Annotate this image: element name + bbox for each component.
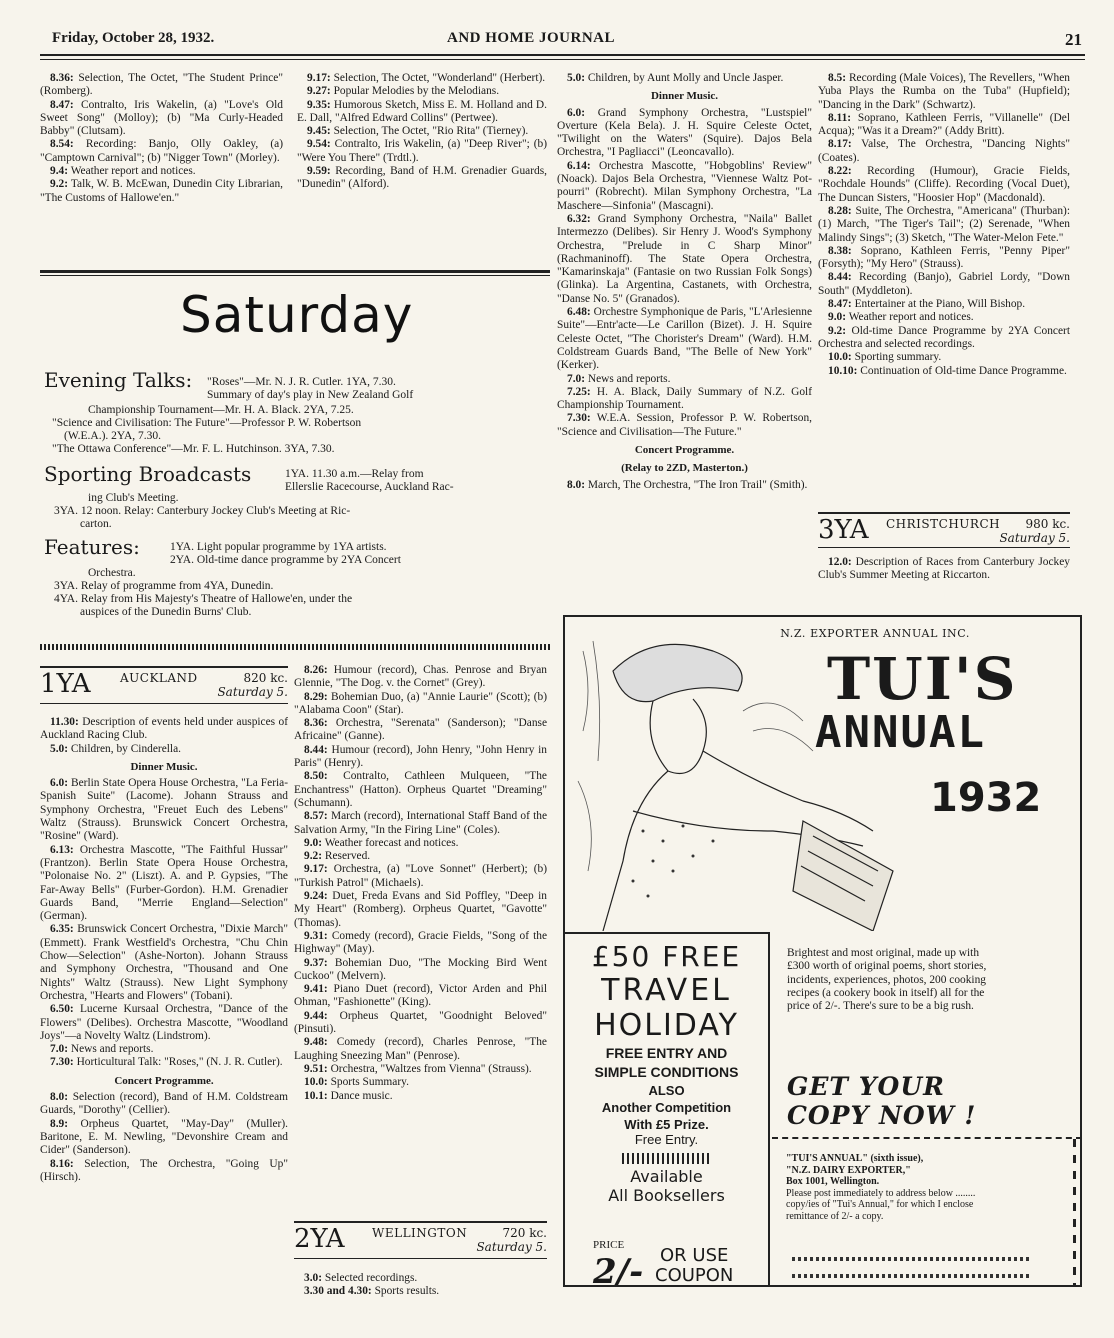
decorative-bars [622,1153,712,1164]
program-entry [294,717,547,744]
program-description: Humour (record), John Henry, "John Henry in Paris" (Henry). [294,743,547,770]
program-entry [297,125,547,138]
program-entry [557,72,812,85]
program-entry [557,213,812,306]
header-title: AND HOME JOURNAL [447,30,615,46]
program-time: 9.2: [304,850,323,863]
evening-talk-2: Summary of day's play in New Zealand Golf [207,389,414,401]
evening-talk-3: Championship Tournament—Mr. H. A. Black. 2YA, 7.25. [88,404,354,416]
offer-another: Another Competition [601,1100,732,1115]
program-time: 8.0: [567,478,586,491]
program-description: Orpheus Quartet, "May-Day" (Muller). Baritone, E. M. Newling, "Devonshire Cream and Cider" (Sanderson). [40,1117,288,1157]
program-description: Lucerne Kursaal Orchestra, "Dance of the Flowers" (Delibes). Orchestra Mascotte, "Woodland Joys"—a Novelty Waltz (Lindstrom). [40,1003,288,1042]
program-description: Piano Duet (record), Victor Arden and Phil Ohman, "Fashionette" (King). [294,983,547,1009]
station-call-sign: 2YA [294,1224,345,1254]
program-time: 9.2: [828,324,847,337]
program-description: H. A. Black, Daily Summary of N.Z. Golf Championship Tournament. [557,385,812,412]
program-time: 7.30: [50,1056,74,1069]
program-time: 9.51: [304,1062,328,1075]
program-time: 8.47: [828,298,852,311]
order-coupon[interactable] [772,1137,1082,1287]
program-description: News and reports. [68,1043,154,1056]
program-description: Recording, Band of H.M. Grenadier Guards, "Dunedin" (Alford). [297,165,547,191]
column-2-2ya [294,1272,547,1302]
program-description: Description of Races from Canterbury Jockey Club's Summer Meeting at Riccarton. [818,556,1070,582]
program-entry [40,777,288,843]
cta-line-2: COPY NOW ! [787,1101,977,1130]
program-entry [40,1043,288,1056]
program-entry [297,138,547,165]
program-entry [557,412,812,439]
program-time: 8.47: [50,98,74,111]
program-time: 11.30: [50,716,79,728]
feature-3: Orchestra. [88,567,136,579]
station-1ya-header [40,666,288,704]
station-call-sign: 3YA [818,515,869,545]
offer-conditions: SIMPLE CONDITIONS [594,1064,739,1080]
program-time: 10.1: [304,1089,328,1102]
program-entry [40,1003,288,1043]
program-description: March, The Orchestra, "The Iron Trail" (Smith). [585,478,808,491]
program-entry [40,165,283,178]
program-entry [294,957,547,984]
station-frequency: 980 kc. [1025,517,1070,531]
section-subheading: Dinner Music. [130,760,198,773]
program-description: Brunswick Concert Orchestra, "Dixie March" (Emmett). Frank Westfield's Orchestra, "Chu Chin Chow—Selection" (Ashe-Norton). Johann Strauss and Symphony Orchestra, "Thousand and One Nights" Waltz (Strauss). New Light Symphony Orchestra, "Hearts and Flowers" (Tobani). [40,923,288,1002]
program-entry [40,72,283,99]
program-time: 7.30: [567,412,591,425]
offer-available: Available [630,1167,703,1186]
program-description: Soprano, Kathleen Ferris, "Penny Piper" (Forsyth); "My Hero" (Strauss). [818,244,1070,271]
program-description: Entertainer at the Piano, Will Bishop. [851,298,1026,311]
section-subheading: Concert Programme. [634,444,735,457]
program-entry [40,178,283,205]
evening-talk-5: (W.E.A.). 2YA, 7.30. [64,430,161,442]
program-entry [294,983,547,1010]
evening-talk-1: "Roses"—Mr. N. J. R. Cutler. 1YA, 7.30. [207,376,396,388]
program-time: 5.0: [567,72,586,84]
program-entry [557,160,812,213]
program-description: Talk, W. B. McEwan, Dunedin City Librarian, "The Customs of Hallowe'en." [40,178,283,204]
program-time: 9.45: [307,125,331,138]
program-entry [294,1063,547,1076]
program-time: 8.26: [304,664,328,676]
saturday-rule-top-thin [40,275,550,276]
program-time: 8.11: [828,111,852,124]
program-time: 9.37: [304,956,328,969]
station-frequency: 720 kc. [502,1226,547,1240]
program-time: 10.10: [828,364,858,377]
program-description: Selection, The Octet, "Wonderland" (Herbert). [330,72,546,84]
program-time: 9.0: [828,311,847,324]
program-entry [297,85,547,98]
station-city: WELLINGTON [372,1226,468,1240]
program-entry [40,99,283,139]
sporting-2: Ellerslie Racecourse, Auckland Rac- [285,481,454,493]
program-description: Continuation of Old-time Dance Programme. [857,364,1067,377]
section-subheading: Dinner Music. [650,90,719,103]
program-entry [40,1118,288,1158]
program-entry [818,351,1070,364]
program-time: 8.36: [50,72,74,84]
program-time: 8.16: [50,1157,74,1170]
station-day: Saturday 5. [999,531,1070,545]
dotted-separator [40,644,550,650]
offer-line-3: HOLIDAY [594,1008,739,1043]
program-time: 6.0: [567,106,586,119]
day-heading: Saturday [180,286,414,344]
program-description: Bohemian Duo, "The Mocking Bird Went Cuckoo" (Melvern). [294,956,547,982]
program-time: 9.4: [50,165,69,178]
program-description: Contralto, Iris Wakelin, (a) "Deep River"; (b) "Were You There" (Trdtl.). [297,138,547,164]
program-time: 9.0: [304,836,323,849]
program-description: Orchestra, "Serenata" (Sanderson); "Danse Africaine" (Ganne). [294,717,547,743]
header-date: Friday, October 28, 1932. [52,30,215,46]
program-time: 9.41: [304,983,328,996]
program-description: W.E.A. Session, Professor P. W. Robertson, "Science and Civilisation—The Future." [557,412,812,438]
coupon-line-2: "N.Z. DAIRY EXPORTER," [786,1164,911,1176]
program-time: 12.0: [828,556,852,568]
program-time: 9.44: [304,1009,328,1022]
program-time: 7.25: [567,385,591,398]
program-entry [818,298,1070,311]
program-description: Humour (record), Chas. Penrose and Bryan Glennie, "The Dog. v. the Cornet" (Grey). [294,664,547,690]
station-3ya-header [818,512,1070,548]
program-description: Grand Symphony Orchestra, "Lustspiel" Overture (Kela Bela). J. H. Squire Celeste Octet, "Twilight on the Waters" (Squire). Dajos Bela Orchestra, "I Pagliacci" (Leoncavallo). [557,106,812,159]
program-description: Sports results. [371,1285,440,1298]
or-use-coupon [655,1246,733,1286]
sporting-broadcasts-heading: Sporting Broadcasts [44,462,252,486]
program-time: 9.35: [307,98,331,111]
column-1-bottom [40,716,288,1301]
talks-block [40,368,550,619]
program-description: Recording: Banjo, Olly Oakley, (a) "Camptown Carnival"; (b) "Nigger Town" (Morley). [40,138,283,164]
saturday-rule-top [40,270,550,273]
program-time: 8.29: [304,690,328,703]
program-entry [818,271,1070,298]
offer-line-2: TRAVEL [601,973,732,1008]
program-time: 8.38: [828,244,852,257]
coupon-line-1: "TUI'S ANNUAL" (sixth issue), [786,1153,924,1164]
program-description: Children, by Aunt Molly and Uncle Jasper. [585,72,784,84]
program-entry [294,664,547,691]
program-entry [294,850,547,863]
station-call-sign: 1YA [40,669,91,699]
program-description: Selection (record), Band of H.M. Coldstream Guards, "Dorothy" (Cellier). [40,1091,288,1117]
evening-talks-heading: Evening Talks: [44,368,193,392]
feature-6: auspices of the Dunedin Burns' Club. [80,606,252,618]
sporting-1: 1YA. 11.30 a.m.—Relay from [285,468,424,480]
coupon-fill-line[interactable] [792,1257,1032,1261]
program-entry [557,306,812,372]
feature-5: 4YA. Relay from His Majesty's Theatre of Hallowe'en, under the [54,593,353,605]
program-time: 8.57: [304,810,328,823]
program-description: Selection, The Octet, "Rio Rita" (Tierney). [330,125,529,138]
program-description: Soprano, Kathleen Ferris, "Villanelle" (Del Acqua); "Was it a Dream?" (Addy Britt). [818,111,1070,138]
ad-call-to-action [787,1072,1027,1130]
coupon-line-3: Box 1001, Wellington. [786,1176,880,1188]
program-entry [294,930,547,957]
program-time: 8.54: [50,138,74,151]
program-entry [818,365,1070,378]
coupon-cut-line [1073,1139,1076,1287]
program-entry [818,311,1070,324]
program-description: Bohemian Duo, (a) "Annie Laurie" (Scott); (b) "Alabama Coon" (Star). [294,690,547,716]
program-entry [294,1285,547,1298]
program-time: 8.17: [828,138,852,151]
or-use-text: OR USE [660,1245,729,1266]
program-time: 10.0: [828,351,852,364]
program-time: 7.0: [567,372,586,385]
program-entry [818,325,1070,352]
program-description: Grand Symphony Orchestra, "Naila" Ballet Intermezzo (Delibes). Sir Henry J. Wood's Symphony Orchestra, "Prelude in C Sharp Minor" (Rachmaninoff). The State Opera Orchestra, "Kamarinskaja" (Fantasie on two Russian Folk Songs) (Glinka). La Argentina, Castanets, with Orchestra, "Danse No. 5" (Granados). [557,212,812,305]
program-time: 9.27: [307,85,331,98]
program-entry [818,556,1070,583]
header-rule-thin [40,59,1085,60]
program-description: Contralto, Iris Wakelin, (a) "Love's Old Sweet Song" (Molloy); (b) "Ma Curly-Headed Babby" (Clutsam). [40,98,283,138]
station-city: CHRISTCHURCH [886,517,1001,531]
cta-line-1: GET YOUR [787,1072,945,1101]
program-time: 8.50: [304,770,328,783]
program-time: 6.35: [50,923,74,936]
program-entry [818,72,1070,112]
program-description: Orchestra, "Waltzes from Vienna" (Strauss). [327,1062,532,1075]
program-description: Weather forecast and notices. [322,836,459,849]
program-description: Valse, The Orchestra, "Dancing Nights" (Coates). [818,138,1070,164]
program-description: Orchestre Symphonique de Paris, "L'Arlesienne Suite"—Entr'acte—Le Carillon (Bizet). J. H. Squire Celeste Octet, "The Chorister's Dream" (Ward). H.M. Coldstream Guards Band, "The Belle of New York" (Kerker). [557,306,812,372]
program-description: Selection, The Orchestra, "Going Up" (Hirsch). [40,1157,288,1183]
ad-publisher: N.Z. EXPORTER ANNUAL INC. [780,627,970,640]
offer-line-1: £50 FREE [591,940,742,973]
ad-subtitle: ANNUAL [815,707,986,758]
program-description: Weather report and notices. [68,165,196,178]
program-time: 3.0: [304,1272,323,1284]
program-time: 8.28: [828,204,852,217]
program-time: 8.22: [828,165,852,178]
program-time: 9.17: [304,863,328,876]
program-description: Orpheus Quartet, "Goodnight Beloved" (Pinsuti). [294,1009,547,1036]
program-entry [557,386,812,413]
feature-4: 3YA. Relay of programme from 4YA, Dunedin. [54,580,274,592]
evening-talk-6: "The Ottawa Conference"—Mr. F. L. Hutchinson. 3YA, 7.30. [52,443,335,455]
program-entry [557,479,812,492]
program-description: Old-time Dance Programme by 2YA Concert Orchestra and selected recordings. [818,324,1070,350]
program-entry [294,1076,547,1089]
program-time: 6.50: [50,1003,74,1016]
program-entry [294,863,547,890]
page-number: 21 [1065,30,1082,49]
program-description: Recording (Banjo), Gabriel Lordy, "Down South" (Myddleton). [818,271,1070,297]
program-entry [40,1158,288,1185]
program-time: 3.30 and 4.30: [304,1285,372,1298]
program-time: 8.9: [50,1117,69,1130]
program-entry [818,112,1070,139]
program-entry [818,245,1070,272]
program-entry [40,1091,288,1118]
program-time: 8.44: [828,271,852,284]
program-time: 6.48: [567,306,591,319]
offer-free-entry: Free Entry. [634,1132,699,1147]
program-description: Dance music. [327,1089,393,1102]
program-entry [294,1010,547,1037]
coupon-fill-line[interactable] [792,1274,1032,1278]
program-time: 6.0: [50,777,69,790]
program-entry [297,99,547,126]
program-time: 8.0: [50,1091,69,1104]
coupon-text: COUPON [655,1265,734,1286]
column-3 [557,72,812,602]
program-description: Description of events held under auspices of Auckland Racing Club. [40,716,288,742]
program-entry [294,691,547,718]
evening-talk-4: "Science and Civilisation: The Future"—Professor P. W. Robertson [52,417,362,429]
program-description: Berlin State Opera House Orchestra, "La Feria-Spanish Suite" (Lacome). Johann Strauss and Symphony Orchestra, "Freuet Euch des Lebens" Waltz (Strauss). Brunswick Concert Orchestra, "Rosine" (Ward). [40,777,288,843]
program-time: 6.14: [567,159,591,172]
program-time: 6.13: [50,843,74,856]
program-time: 7.0: [50,1043,69,1056]
program-entry [557,373,812,386]
program-entry [40,844,288,924]
sporting-3: ing Club's Meeting. [88,492,179,504]
program-description: News and reports. [585,372,671,385]
program-time: 9.48: [304,1036,328,1049]
program-entry [294,1272,547,1285]
station-2ya-header [294,1221,547,1259]
station-city: AUCKLAND [120,671,198,685]
program-entry [818,138,1070,165]
features-heading: Features: [44,535,140,559]
ad-title: TUI'S [827,645,1018,713]
program-description: Selection, The Octet, "The Student Prince" (Romberg). [40,72,283,98]
feature-2: 2YA. Old-time dance programme by 2YA Concert [170,554,401,566]
program-description: Weather report and notices. [846,311,974,324]
program-time: 8.44: [304,743,328,756]
program-time: 9.54: [307,138,331,151]
program-entry [557,107,812,160]
program-time: 9.59: [307,165,331,178]
ad-year: 1932 [930,775,1042,821]
column-2-bottom [294,664,547,1244]
program-time: 10.0: [304,1076,328,1089]
program-time: 8.5: [828,72,847,84]
program-entry [40,743,288,756]
coupon-instructions: Please post immediately to address below ........ copy/ies of "Tui's Annual," for which I enclose remittance of 2/- a copy. [786,1187,976,1222]
program-entry [294,890,547,930]
column-4-3ya [818,556,1070,606]
sporting-5: carton. [80,518,112,530]
program-entry [294,770,547,810]
station-day: Saturday 5. [217,685,288,699]
page-header [52,30,1082,54]
program-description: Reserved. [322,850,371,863]
program-entry [40,1056,288,1069]
program-description: Popular Melodies by the Melodians. [330,85,500,98]
section-subheading: (Relay to 2ZD, Masterton.) [621,462,748,475]
program-description: Sporting summary. [851,351,942,364]
column-4 [818,72,1070,502]
program-time: 8.36: [304,717,328,730]
program-description: Duet, Freda Evans and Sid Poffley, "Deep in My Heart" (Romberg). Orpheus Quartet, "Gavotte" (Thomas). [294,890,547,929]
program-description: Sports Summary. [327,1076,409,1089]
tuis-annual-advertisement [563,615,1082,1287]
price-value: 2/- [593,1252,644,1287]
program-entry [40,716,288,743]
offer-prize: With £5 Prize. [624,1117,709,1132]
program-description: Suite, The Orchestra, "Americana" (Thurban): (1) March, "The Tiger's Tail"; (2) Serenade, "When Malindy Sings"; (3) Sketch, "The Water-Melon Fete." [818,204,1070,244]
program-entry [297,72,547,85]
program-time: 5.0: [50,742,69,755]
ad-offer-box [565,932,770,1287]
program-time: 9.24: [304,890,328,903]
program-description: Contralto, Cathleen Mulqueen, "The Enchantress" (Hatton). Orpheus Quartet "Dreaming" (Schumann). [294,770,547,809]
program-description: Orchestra Mascotte, "Hobgoblins' Review" (Noack). Dajos Bela Orchestra, "Viennese Waltz Pot-pourri" (Robrecht). Milan Symphony Orchestra, "La Maschere—Sinfonia" (Mascagni). [557,159,812,212]
price-label: PRICE [593,1239,625,1251]
sporting-4: 3YA. 12 noon. Relay: Canterbury Jockey Club's Meeting at Ric- [54,505,351,517]
ad-description: Brightest and most original, made up with £300 worth of original poems, short stories, incidents, experiences, photos, 200 cooking recipes (a cookery book in itself) all for the price of 2/-. There's sure to be a big rush. [787,947,987,1013]
program-time: 9.31: [304,929,328,942]
offer-booksellers: All Booksellers [608,1186,725,1205]
program-entry [294,1090,547,1103]
section-subheading: Concert Programme. [114,1074,214,1087]
program-description: Horticultural Talk: "Roses," (N. J. R. Cutler). [73,1056,283,1069]
program-description: March (record), International Staff Band of the Salvation Army, "In the Firing Line" (Coles). [294,810,547,836]
program-entry [818,165,1070,205]
program-entry [294,837,547,850]
program-description: Recording (Male Voices), The Revellers, "When Yuba Plays the Rumba on the Tuba" (Hupfield); "Dancing in the Dark" (Schwartz). [818,72,1070,111]
station-day: Saturday 5. [476,1240,547,1254]
program-entry [294,1036,547,1063]
program-entry [294,744,547,771]
program-description: Humorous Sketch, Miss E. M. Holland and D. E. Dall, "Alfred Edward Collins" (Pertwee). [297,98,547,124]
program-description: Children, by Cinderella. [68,742,181,755]
program-time: 9.17: [307,72,331,84]
column-1-top [40,72,283,272]
program-time: 9.2: [50,178,69,191]
program-description: Comedy (record), Charles Penrose, "The Laughing Sneezing Man" (Penrose). [294,1036,547,1062]
program-entry [40,923,288,1003]
offer-also: ALSO [648,1083,685,1098]
program-entry [297,165,547,192]
program-time: 6.32: [567,212,591,225]
program-entry [40,138,283,165]
program-description: Recording (Humour), Gracie Fields, "Rochdale Hounds" (Cliffe). Recording (Vocal Duet), The Duncan Sisters, "Hoosier Hop" (Macdonald). [818,165,1070,204]
feature-1: 1YA. Light popular programme by 1YA artists. [170,541,387,553]
offer-entry: FREE ENTRY AND [605,1045,728,1061]
program-description: Selected recordings. [322,1272,418,1284]
station-frequency: 820 kc. [243,671,288,685]
program-description: Comedy (record), Gracie Fields, "Song of the Highway" (May). [294,929,547,956]
column-2-top [297,72,547,272]
program-entry [294,810,547,837]
program-entry [818,205,1070,245]
program-description: Orchestra, (a) "Love Sonnet" (Herbert); (b) "Turkish Patrol" (Michaels). [294,863,547,889]
header-rule [40,54,1085,56]
program-description: Orchestra Mascotte, "The Faithful Hussar" (Frantzon). Berlin State Opera House Orchestra, "Polonaise No. 2" (Liszt). A. and P. Gypsies, "The Far-Away Bells" (Furber-Gordon). H.M. Grenadier Guards Band, "Merrie England—Selection" (German). [40,843,288,923]
